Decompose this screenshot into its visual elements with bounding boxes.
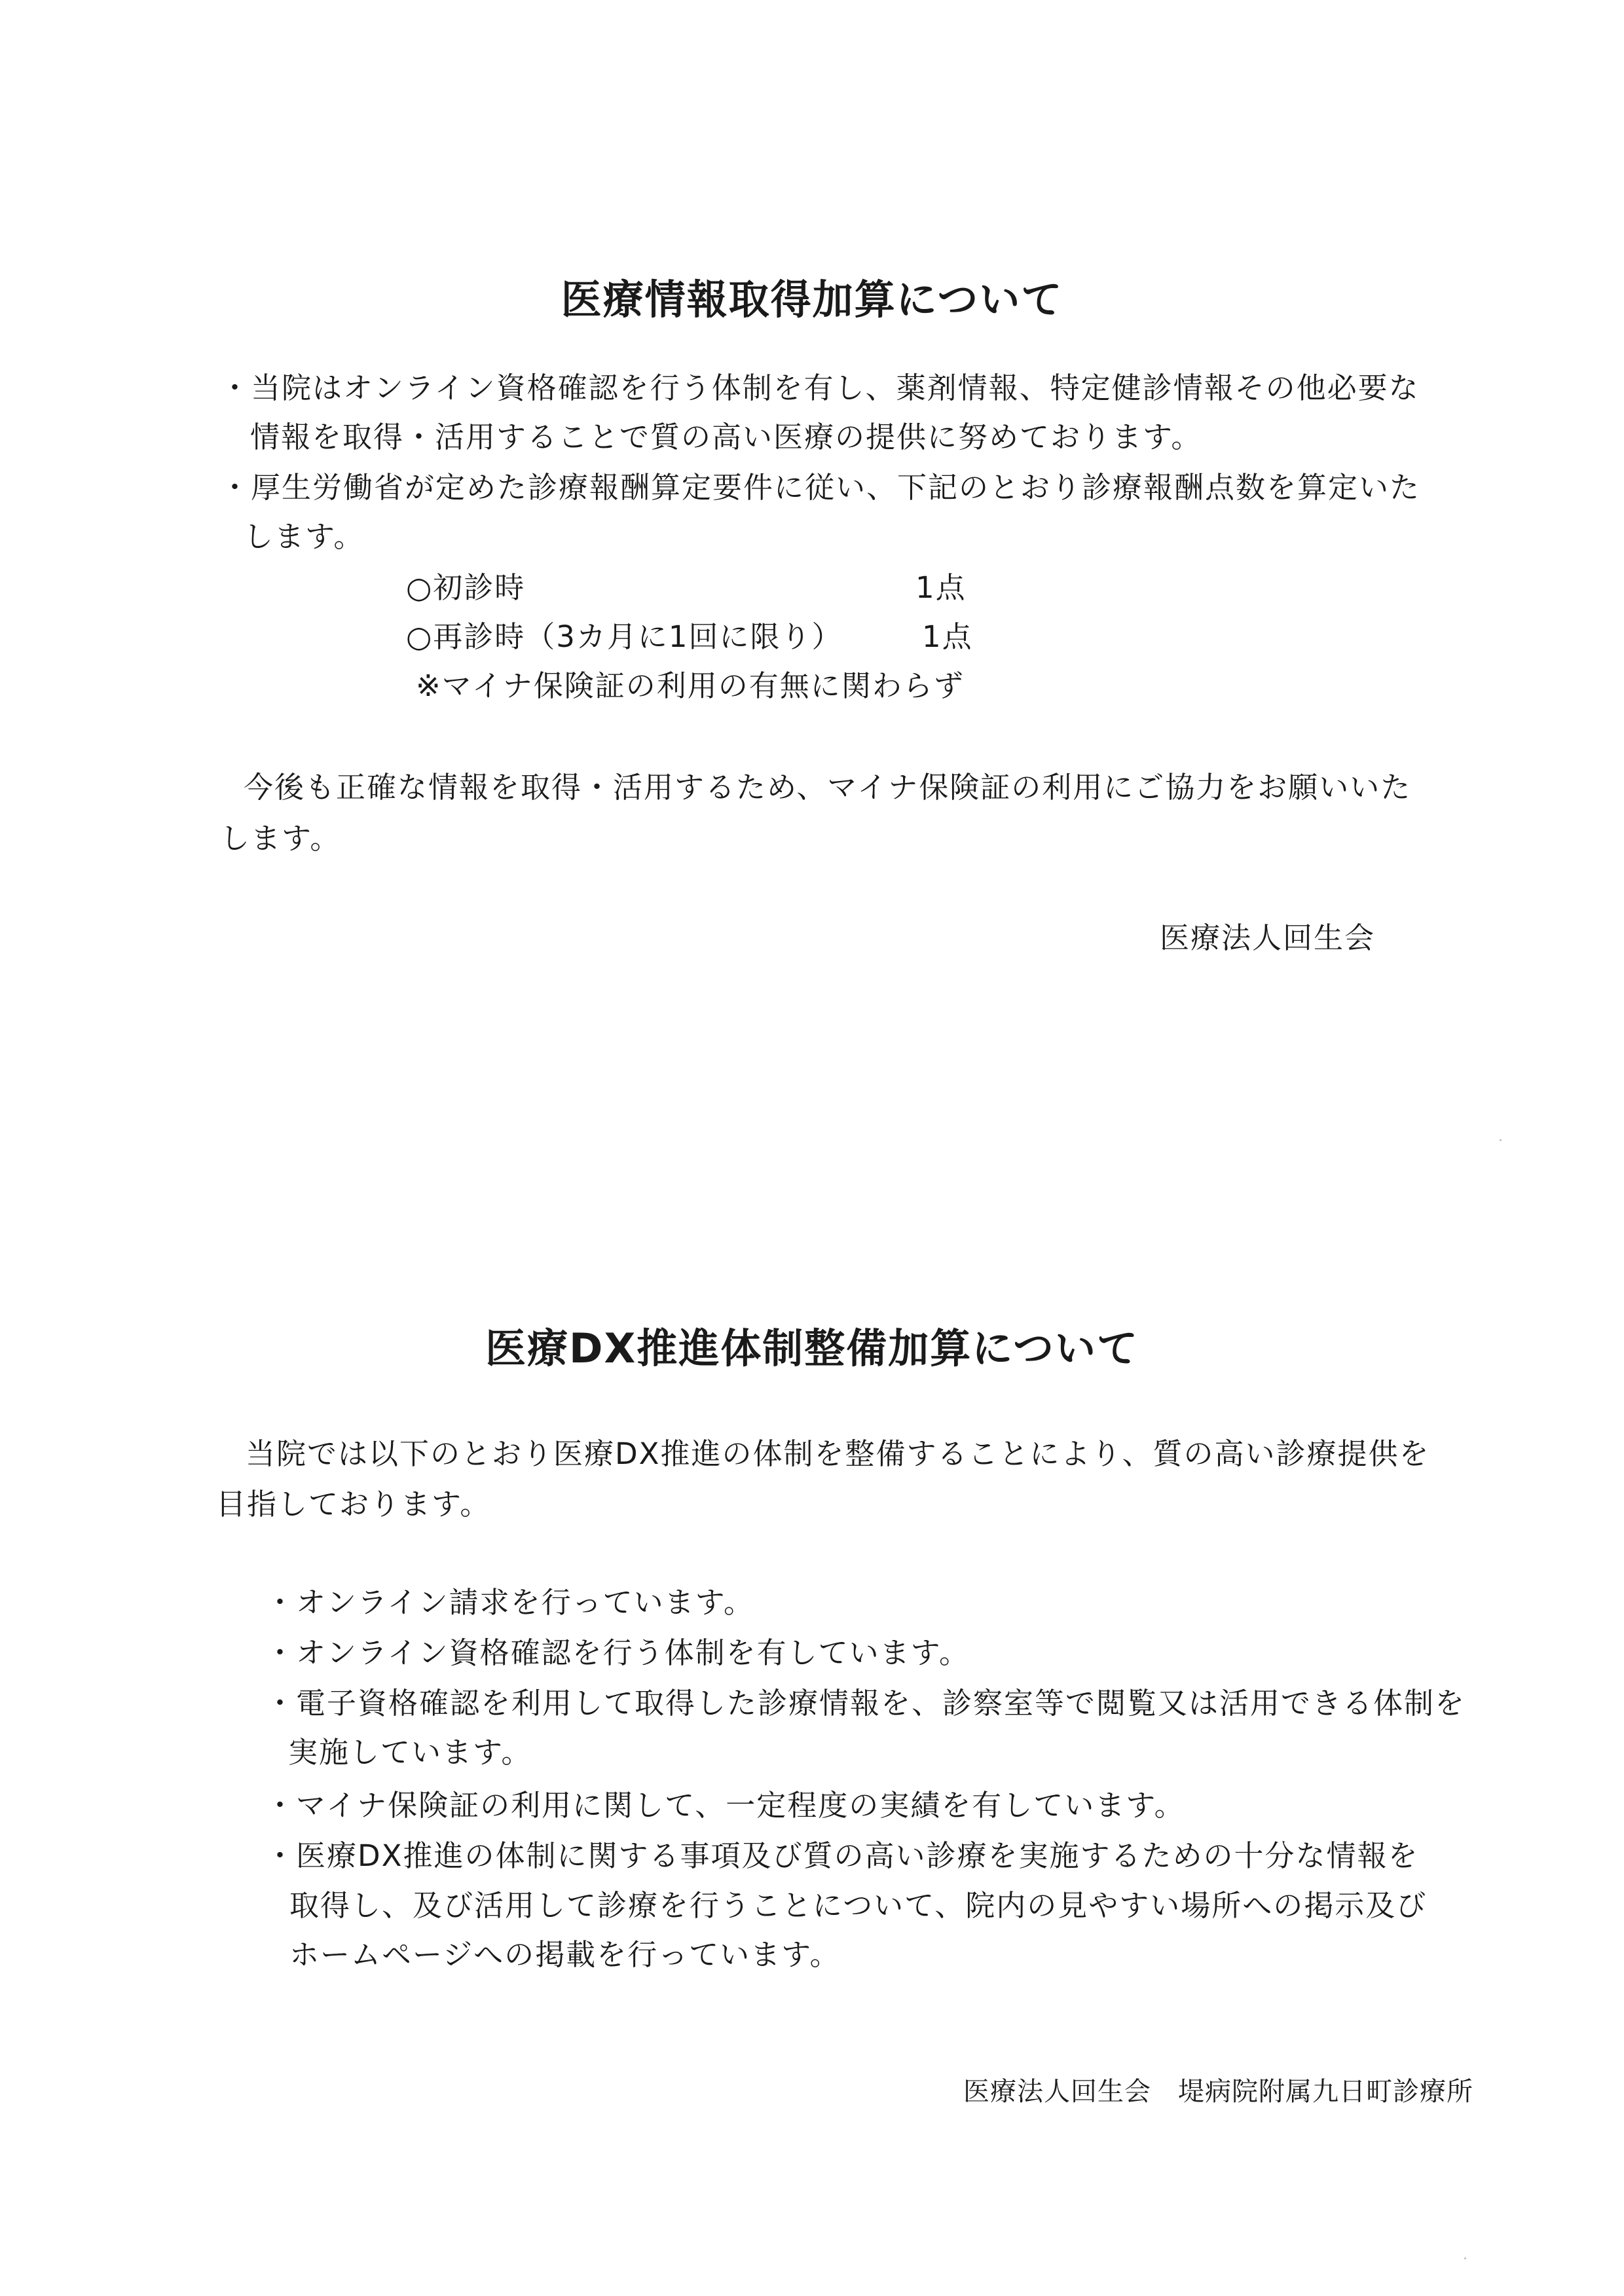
dx-item-4: ・マイナ保険証の利用に関して、一定程度の実績を有しています。 bbox=[265, 1788, 1185, 1823]
dx-item-5-line1: ・医療DX推進の体制に関する事項及び質の高い診療を実施するための十分な情報を bbox=[265, 1838, 1419, 1873]
section2-intro-line1: 当院では以下のとおり医療DX推進の体制を整備することにより、質の高い診療提供を bbox=[246, 1436, 1430, 1471]
section1-signature: 医療法人回生会 bbox=[1159, 920, 1375, 955]
fee1-points: 1点 bbox=[915, 570, 967, 605]
section1-title: 医療情報取得加算について bbox=[561, 276, 1063, 323]
dx-item-2: ・オンライン資格確認を行う体制を有しています。 bbox=[265, 1635, 970, 1670]
fee2-label: ○再診時（3カ月に1回に限り） bbox=[406, 619, 843, 654]
dx-item-3-line2: 実施しています。 bbox=[288, 1735, 532, 1770]
fee-note: ※マイナ保険証の利用の有無に関わらず bbox=[416, 668, 965, 703]
section1-bullet1-line2: 情報を取得・活用することで質の高い医療の提供に努めております。 bbox=[250, 420, 1202, 454]
section2-signature: 医療法人回生会 堤病院附属九日町診療所 bbox=[963, 2077, 1473, 2107]
section1-bullet2-line1: ・厚生労働省が定めた診療報酬算定要件に従い、下記のとおり診療報酬点数を算定いた bbox=[220, 470, 1421, 505]
section2-title: 医療DX推進体制整備加算について bbox=[485, 1324, 1139, 1372]
fee2-points: 1点 bbox=[922, 619, 973, 654]
section1-bullet1-line1: ・当院はオンライン資格確認を行う体制を有し、薬剤情報、特定健診情報その他必要な bbox=[220, 371, 1420, 405]
dx-item-5-line2: 取得し、及び活用して診療を行うことについて、院内の見やすい場所への掲示及び bbox=[289, 1888, 1428, 1923]
dx-item-5-line3: ホームページへの掲載を行っています。 bbox=[289, 1937, 841, 1972]
scan-speck bbox=[1500, 1139, 1502, 1141]
section2-intro-line2: 目指しております。 bbox=[216, 1487, 491, 1522]
fee1-label: ○初診時 bbox=[406, 570, 526, 605]
section1-bullet2-line2: します。 bbox=[244, 519, 365, 554]
scan-speck bbox=[1464, 2257, 1466, 2259]
dx-item-1: ・オンライン請求を行っています。 bbox=[265, 1585, 755, 1620]
dx-item-3-line1: ・電子資格確認を利用して取得した診療情報を、診察室等で閲覧又は活用できる体制を bbox=[265, 1686, 1466, 1721]
section1-closing-line1: 今後も正確な情報を取得・活用するため、マイナ保険証の利用にご協力をお願いいた bbox=[244, 770, 1412, 805]
section1-closing-line2: します。 bbox=[220, 821, 341, 856]
